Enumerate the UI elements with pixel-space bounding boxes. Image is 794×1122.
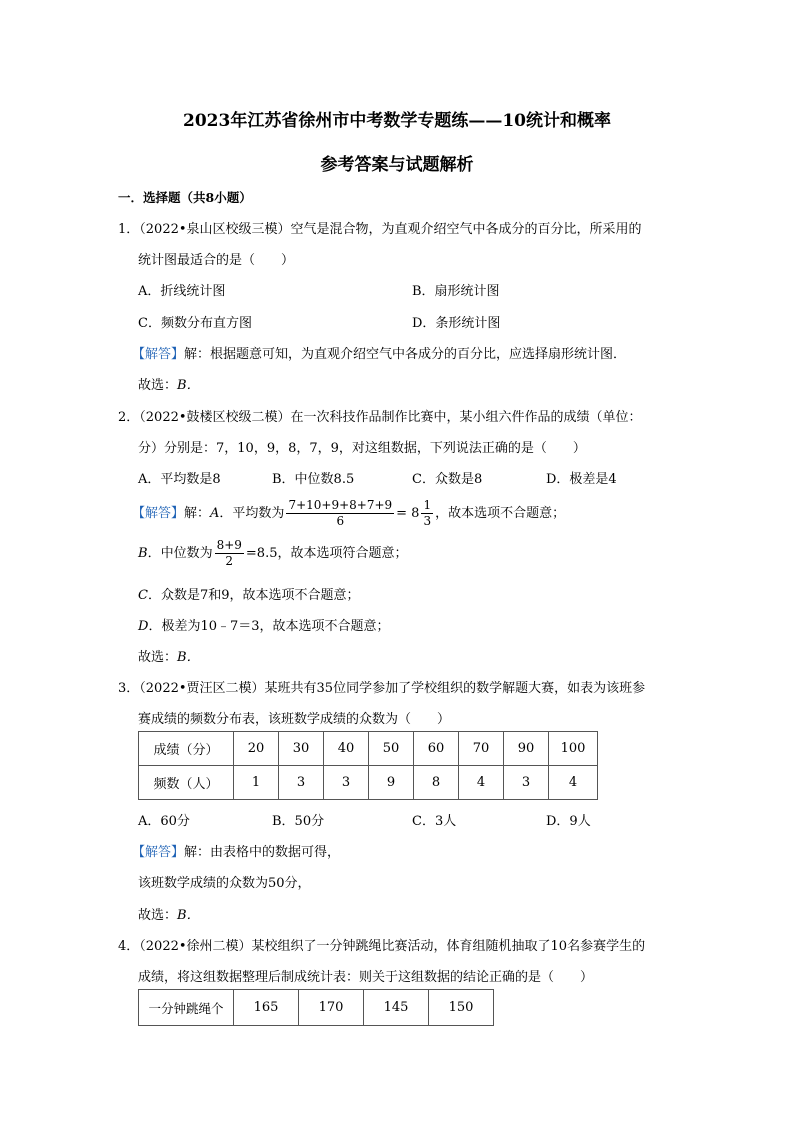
q2-answer-a [132, 496, 565, 532]
choice-value: B． [177, 908, 200, 923]
answer-text: ．极差为10﹣7＝3，故本选项不合题意； [148, 619, 390, 634]
q1-option-b: B．扇形统计图 [412, 284, 500, 299]
option-letter: B [138, 546, 148, 561]
option-letter: A [210, 506, 220, 521]
q2-option-c: C．众数是8 [412, 472, 483, 487]
q1-option-c: C．频数分布直方图 [138, 316, 252, 331]
fraction-denominator: 2 [225, 554, 234, 568]
answer-text: ．众数是7和9，故本选项不合题意； [147, 588, 360, 603]
table-cell: 70 [459, 732, 504, 766]
q2-answer-c [138, 584, 360, 603]
table-cell: 成绩（分） [139, 732, 234, 766]
table-cell: 8 [414, 766, 459, 800]
q1-stem-line2: 统计图最适合的是（ ） [138, 253, 295, 268]
answer-tag: 【解答】 [132, 845, 185, 860]
option-letter: C [138, 588, 148, 603]
q2-choice [138, 646, 200, 665]
q3-answer [132, 841, 340, 860]
jump-rope-table [138, 989, 494, 1026]
q3-stem-line2: 赛成绩的频数分布表，该班数学成绩的众数为（ ） [138, 712, 451, 727]
q1-answer-text: 解：根据题意可知，为直观介绍空气中各成分的百分比，应选择扇形统计图． [184, 347, 627, 362]
q2-stem-line1: 2．（2022•鼓楼区校级二模）在一次科技作品制作比赛中，某小组六件作品的成绩（单位： [118, 410, 642, 425]
mean-fraction [286, 498, 394, 529]
table-cell: 3 [324, 766, 369, 800]
answer-prefix: 解： [184, 506, 211, 521]
table-cell: 9 [369, 766, 414, 800]
q3-option-d: D．9人 [546, 814, 591, 829]
choice-label: 故选： [138, 650, 178, 665]
q2-option-a: A．平均数是8 [138, 472, 221, 487]
choice-label: 故选： [138, 378, 178, 393]
answer-tag: 【解答】 [132, 347, 185, 362]
table-cell: 4 [459, 766, 504, 800]
answer-text: ．平均数为 [219, 506, 285, 521]
answer-text: ，故本选项不合题意； [435, 506, 566, 521]
q3-stem-line1: 3．（2022•贾汪区二模）某班共有35位同学参加了学校组织的数学解题大赛，如表为该班参 [118, 681, 646, 696]
q1-option-a: A．折线统计图 [138, 284, 226, 299]
section-heading: 一．选择题（共8小题） [118, 190, 252, 205]
answer-text: ．中位数为 [147, 546, 213, 561]
table-row [139, 990, 494, 1026]
table-cell: 4 [549, 766, 598, 800]
table-cell: 20 [234, 732, 279, 766]
fraction-denominator: 6 [336, 514, 345, 528]
table-cell: 50 [369, 732, 414, 766]
answer-tag: 【解答】 [132, 506, 185, 521]
table-cell: 一分钟跳绳个 [139, 990, 234, 1026]
table-cell: 90 [504, 732, 549, 766]
choice-label: 故选： [138, 908, 178, 923]
fraction-denominator: 3 [423, 514, 432, 528]
answer-text: =8.5，故本选项符合题意； [245, 546, 408, 561]
table-cell: 30 [279, 732, 324, 766]
q3-option-a: A．60分 [138, 814, 190, 829]
q2-answer-d [138, 615, 390, 634]
q1-answer [132, 343, 626, 362]
q3-choice [138, 904, 200, 923]
table-row [139, 732, 598, 766]
table-row [139, 766, 598, 800]
table-cell: 100 [549, 732, 598, 766]
table-cell: 145 [364, 990, 429, 1026]
q1-choice [138, 374, 200, 393]
fraction-numerator: 8+9 [216, 538, 242, 552]
choice-value: B． [177, 650, 200, 665]
q3-option-c: C．3人 [412, 814, 457, 829]
table-cell: 60 [414, 732, 459, 766]
q4-stem-line1: 4．（2022•徐州二模）某校组织了一分钟跳绳比赛活动，体育组随机抽取了10名参赛学生的 [118, 939, 646, 954]
frequency-table [138, 731, 598, 800]
table-cell: 165 [234, 990, 299, 1026]
table-cell: 170 [299, 990, 364, 1026]
page-title: 2023年江苏省徐州市中考数学专题练——10统计和概率 [183, 111, 611, 131]
fraction-numerator: 7+10+9+8+7+9 [288, 498, 393, 512]
table-cell: 40 [324, 732, 369, 766]
table-cell: 频数（人） [139, 766, 234, 800]
equals-value: = 8 [396, 506, 420, 521]
q2-stem-line2: 分）分别是：7，10，9，8，7，9，对这组数据，下列说法正确的是（ ） [138, 441, 586, 456]
page-subtitle: 参考答案与试题解析 [320, 155, 474, 175]
table-cell: 150 [429, 990, 494, 1026]
q2-option-d: D．极差是4 [546, 472, 617, 487]
q4-stem-line2: 成绩，将这组数据整理后制成统计表：则关于这组数据的结论正确的是（ ） [138, 970, 594, 985]
q3-answer-text: 解：由表格中的数据可得， [184, 845, 341, 860]
median-fraction [215, 538, 244, 569]
q1-stem-line1: 1．（2022•泉山区校级三模）空气是混合物，为直观介绍空气中各成分的百分比，所采用的 [118, 222, 642, 237]
fraction-numerator: 1 [423, 498, 432, 512]
q3-option-b: B．50分 [272, 814, 325, 829]
table-cell: 3 [279, 766, 324, 800]
mixed-fraction [421, 498, 433, 529]
table-cell: 1 [234, 766, 279, 800]
q1-option-d: D．条形统计图 [412, 316, 501, 331]
choice-value: B． [177, 378, 200, 393]
q3-answer-line2: 该班数学成绩的众数为50分， [138, 876, 311, 891]
q2-answer-b [138, 536, 407, 572]
table-cell: 3 [504, 766, 549, 800]
option-letter: D [138, 619, 149, 634]
q2-option-b: B．中位数8.5 [272, 472, 355, 487]
